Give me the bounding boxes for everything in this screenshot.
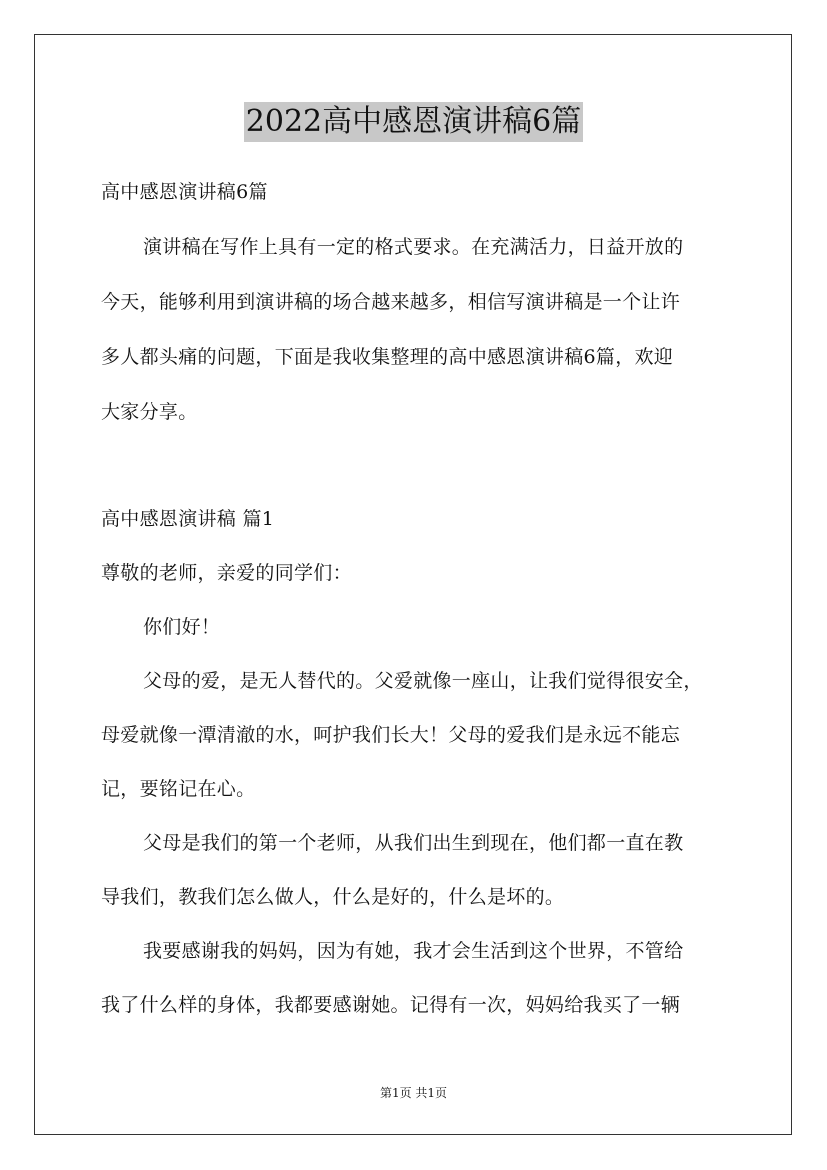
paragraph-line: 导我们，教我们怎么做人，什么是好的，什么是坏的。 — [101, 886, 565, 908]
document-title: 2022高中感恩演讲稿6篇 — [244, 102, 583, 142]
paragraph-line: 大家分享。 — [101, 401, 198, 423]
page-footer: 第1页 共1页 — [379, 1086, 448, 1100]
title-container — [0, 102, 827, 142]
paragraph-line: 父母的爱，是无人替代的。父爱就像一座山，让我们觉得很安全， — [143, 670, 703, 692]
paragraph-line: 父母是我们的第一个老师，从我们出生到现在，他们都一直在教 — [143, 832, 684, 854]
subtitle-line: 高中感恩演讲稿6篇 — [101, 181, 268, 203]
section-heading: 高中感恩演讲稿 篇1 — [101, 508, 275, 530]
greeting-line: 你们好！ — [143, 616, 221, 638]
paragraph-line: 我了什么样的身体，我都要感谢她。记得有一次，妈妈给我买了一辆 — [101, 994, 681, 1016]
paragraph-line: 我要感谢我的妈妈，因为有她，我才会生活到这个世界，不管给 — [143, 940, 684, 962]
paragraph-line: 记，要铭记在心。 — [101, 778, 256, 800]
paragraph-line: 母爱就像一潭清澈的水，呵护我们长大！父母的爱我们是永远不能忘 — [101, 724, 681, 746]
paragraph-line: 今天，能够利用到演讲稿的场合越来越多，相信写演讲稿是一个让许 — [101, 291, 681, 313]
salutation-line: 尊敬的老师，亲爱的同学们： — [101, 562, 352, 584]
paragraph-line: 多人都头痛的问题，下面是我收集整理的高中感恩演讲稿6篇，欢迎 — [101, 346, 674, 368]
paragraph-line: 演讲稿在写作上具有一定的格式要求。在充满活力，日益开放的 — [143, 236, 684, 258]
